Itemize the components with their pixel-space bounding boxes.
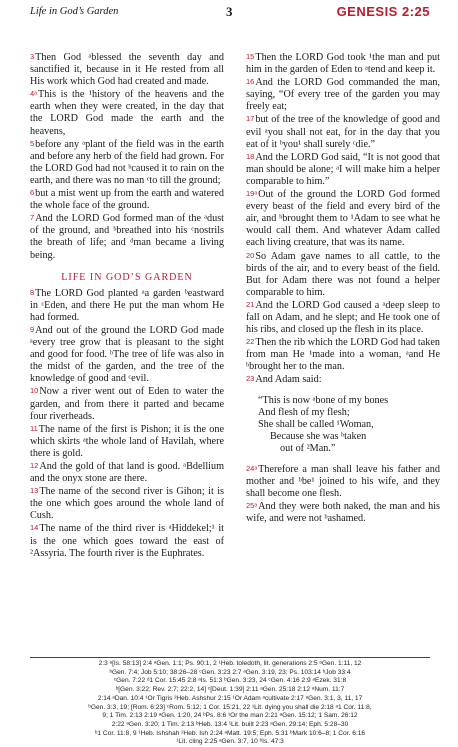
- verse: [30, 385, 224, 422]
- verse-number: 8: [30, 287, 35, 297]
- verse: [246, 151, 440, 188]
- footnote-divider: [30, 657, 430, 658]
- verse: [246, 76, 440, 113]
- verse-number: 15: [246, 52, 255, 61]
- verse-number: 16: [246, 77, 255, 87]
- verse: [30, 324, 224, 385]
- verse-text: Now a river went out of Eden to water the garden, and from there it parted and became four riverheads.: [30, 386, 224, 422]
- verse: [30, 287, 224, 324]
- page-number: 3: [226, 4, 233, 19]
- verse-text: The LORD God planted ᵃa garden ᵇeastward in ᶜEden, and there He put the man whom He had formed.: [30, 287, 224, 323]
- verse-number: 22: [246, 337, 255, 347]
- verse-text: And out of the ground the LORD God made ᵃevery tree grow that is pleasant to the sight and good for food. ᵇThe tree of life was also in the midst of the garden, and the tree of the knowledge of good and ᶜevil.: [30, 324, 224, 385]
- verse-text: Then the LORD God took ¹the man and put him in the garden of Eden to ᵃtend and keep it.: [246, 52, 440, 76]
- verse-text: The name of the third river is ᵃHiddekel;¹ it is the one which goes toward the east of ²Assyria. The fourth river is the Euphrates.: [30, 523, 224, 559]
- verse-number: 25ᵃ: [246, 501, 258, 511]
- verse-number: 24ᵃ: [246, 464, 258, 473]
- verse-number: 21: [246, 299, 255, 309]
- verse: [246, 463, 440, 500]
- verse-text: This is the ¹history of the heavens and the earth when they were created, in the day that the LORD God made the earth and the heavens,: [30, 89, 224, 137]
- verse: [30, 460, 224, 485]
- verse: [246, 51, 440, 76]
- footnote-line: 2:14 ᵃDan. 10:4 ¹Or Tigris ²Heb. Ashshur 2:15 ¹Or Adam ᵃcultivate 2:17 ᵃGen. 3:1, 3, 11, 17: [97, 694, 363, 702]
- verse-text: And the gold of that land is good. ᵃBdellium and the onyx stone are there.: [30, 461, 224, 485]
- chapter-reference: GENESIS 2:25: [336, 4, 430, 19]
- verse-number: 7: [30, 213, 35, 223]
- right-column: [246, 51, 440, 525]
- verse-number: 3: [30, 52, 35, 61]
- verse-number: 6: [30, 188, 35, 198]
- verse: [246, 188, 440, 249]
- verse-number: 11: [30, 423, 38, 433]
- verse-number: 23: [246, 374, 255, 384]
- verse-number: 13: [30, 486, 39, 496]
- verse: [30, 88, 224, 137]
- section-heading: LIFE IN GOD’S GARDEN: [61, 271, 193, 283]
- verse-text: And the LORD God caused a ᵃdeep sleep to fall on Adam, and he slept; and He took one of his ribs, and closed up the flesh in its place.: [246, 299, 440, 336]
- verse: [30, 522, 224, 559]
- verse-text: before any ᵃplant of the field was in the earth and before any herb of the field had grown. For the LORD God had not ᵇcaused it to rain on the earth, and there was no man ᶜto till the ground;: [30, 138, 224, 186]
- verse-text: but a mist went up from the earth and watered the whole face of the ground.: [30, 188, 224, 212]
- verse-text: And they were both naked, the man and his wife, and were not ᵇashamed.: [246, 501, 440, 525]
- footnote-line: 9; 1 Tim. 2:13 2:19 ᵃGen. 1:20, 24 ᵇPs. 8:6 ¹Or the man 2:21 ᵃGen. 15:12; 1 Sam. 26:12: [102, 712, 358, 720]
- verse-number: 12: [30, 461, 39, 470]
- poem-line: Because she was ᵇtaken: [270, 430, 367, 442]
- verse-number: 4ᵃ: [30, 89, 37, 99]
- verse-number: 18: [246, 151, 255, 161]
- footnote-line: ¹Lit. cling 2:25 ᵃGen. 3:7, 10 ᵇIs. 47:3: [176, 738, 284, 746]
- verse-text: Therefore a man shall leave his father and mother and ᵇbe¹ joined to his wife, and they shall become one flesh.: [246, 464, 440, 500]
- verse-text: And the LORD God formed man of the ᵃdust of the ground, and ᵇbreathed into his ᶜnostrils the breath of life; and ᵈman became a living being.: [30, 213, 224, 261]
- verse: [246, 299, 440, 336]
- footnote-line: ᵇGen. 3:3, 19; [Rom. 6:23] ᶜRom. 5:12; 1 Cor. 15:21, 22 ¹Lit. dying you shall die 2:18 ᵃ1 Cor. 11:8,: [88, 703, 372, 711]
- verse: [30, 51, 224, 88]
- verse-text: And the LORD God commanded the man, saying, “Of every tree of the garden you may freely eat;: [246, 77, 440, 113]
- left-column: [30, 51, 224, 560]
- footnote-line: ᵇGen. 7:4; Job 5:10; 38:26–28 ᶜGen. 3:23 2:7 ᵃGen. 3:19, 23; Ps. 103:14 ᵇJob 33:4: [109, 668, 351, 676]
- footnote-line: ᵇ[Gen. 3:22; Rev. 2:7; 22:2, 14] ᶜ[Deut. 1:39] 2:11 ᵃGen. 25:18 2:12 ᵃNum. 11:7: [115, 686, 345, 694]
- verse: [246, 336, 440, 373]
- verse-text: Out of the ground the LORD God formed every beast of the field and every bird of the air, and ᵇbrought them to ¹Adam to see what he would call them. And whatever Adam called each living creature, that was its name.: [246, 189, 440, 249]
- verse-number: 10: [30, 386, 39, 396]
- verse-text: Then the rib which the LORD God had taken from man He ¹made into a woman, ᵃand He ᵇbrought her to the man.: [246, 337, 440, 373]
- verse: [246, 250, 440, 299]
- verse-text: The name of the first is Pishon; it is the one which skirts ᵃthe whole land of Havilah, where there is gold.: [30, 423, 224, 459]
- verse-text: but of the tree of the knowledge of good and evil ᵃyou shall not eat, for in the day that you eat of it ᵇyou¹ shall surely ᶜdie.”: [246, 114, 440, 150]
- verse-text: So Adam gave names to all cattle, to the birds of the air, and to every beast of the field. But for Adam there was not found a helper comparable to him.: [246, 250, 440, 298]
- poem-block: [258, 395, 440, 455]
- footnote-line: 2:22 ᵃGen. 3:20; 1 Tim. 2:13 ᵇHeb. 13:4 ¹Lit. built 2:23 ᵃGen. 29:14; Eph. 5:28–30: [111, 720, 349, 728]
- poem-line: out of ²Man.”: [280, 442, 336, 454]
- footnote-line: ᶜGen. 7:22 ᵈ1 Cor. 15:45 2:8 ᵃIs. 51:3 ᵇGen. 3:23, 24 ᶜGen. 4:16 2:9 ᵃEzek. 31:8: [113, 677, 347, 685]
- verse-number: 14: [30, 523, 39, 533]
- verse: [30, 212, 224, 261]
- verse-number: 20: [246, 250, 255, 260]
- verse: [246, 113, 440, 150]
- footnote-line: 2:3 ᵃ[Is. 58:13] 2:4 ᵃGen. 1:1; Ps. 90:1, 2 ¹Heb. toledoth, lit. generations 2:5 ᵃGen. 1:11, 12: [98, 660, 362, 667]
- verse-number: 9: [30, 324, 35, 334]
- footnote-line: ᵇ1 Cor. 11:8, 9 ¹Heb. Ishshah ²Heb. Ish 2:24 ᵃMatt. 19:5; Eph. 5:31 ᵇMark 10:6–8; 1 Cor. 6:16: [94, 729, 366, 737]
- verse-text: The name of the second river is Gihon; it is the one which goes around the whole land of Cush.: [30, 486, 224, 522]
- verse: [30, 423, 224, 460]
- verse: [30, 485, 224, 522]
- verse: [30, 138, 224, 187]
- verse-number: 17: [246, 114, 255, 124]
- verse: [246, 500, 440, 525]
- verse-number: 19ᵃ: [246, 189, 258, 199]
- verse: [30, 187, 224, 212]
- page-header: [30, 4, 430, 22]
- verse-text: Then God ᵃblessed the seventh day and sanctified it, because in it He rested from all His work which God had created and made.: [30, 52, 224, 88]
- verse-text: And the LORD God said, “It is not good that man should be alone; ᵃI will make him a helper comparable to him.”: [246, 151, 440, 187]
- poem-line: “This is now ᵃbone of my bones: [258, 394, 389, 406]
- verse-number: 5: [30, 138, 35, 148]
- verse-text: And Adam said:: [255, 374, 322, 386]
- poem-line: She shall be called ¹Woman,: [258, 418, 374, 430]
- verse: [246, 373, 440, 386]
- running-title: Life in God’s Garden: [30, 6, 119, 17]
- poem-line: And flesh of my flesh;: [258, 406, 350, 418]
